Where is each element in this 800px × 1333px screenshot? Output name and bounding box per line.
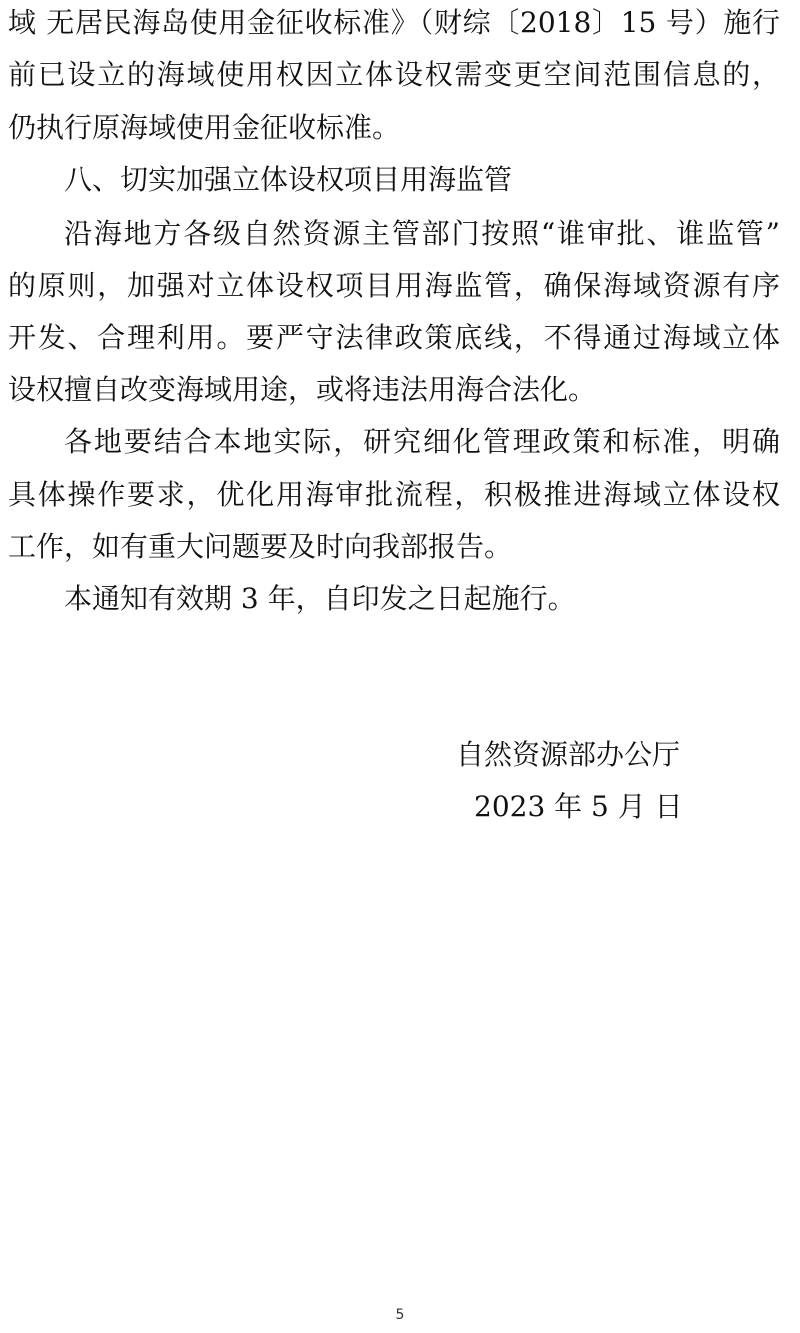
paragraph-line: 沿海地方各级自然资源主管部门按照“谁审批、谁监管”	[64, 217, 780, 250]
paragraph-line: 具体操作要求，优化用海审批流程，积极推进海域立体设权	[8, 478, 780, 511]
paragraph-line: 本通知有效期 3 年，自印发之日起施行。	[64, 582, 576, 615]
section-heading: 八、切实加强立体设权项目用海监管	[64, 163, 513, 196]
paragraph-line: 前已设立的海域使用权因立体设权需变更空间范围信息的，	[8, 58, 780, 91]
paragraph-line: 设权擅自改变海域用途，或将违法用海合法化。	[8, 373, 597, 406]
page-number: 5	[395, 1307, 405, 1323]
paragraph-line: 开发、合理利用。要严守法律政策底线，不得通过海域立体	[8, 321, 780, 354]
paragraph-line: 域 无居民海岛使用金征收标准》（财综〔2018〕15 号）施行	[8, 6, 780, 39]
issue-date: 2023 年 5 月 日	[474, 790, 683, 823]
paragraph-line: 仍执行原海域使用金征收标准。	[8, 111, 401, 144]
paragraph-line: 的原则，加强对立体设权项目用海监管，确保海域资源有序	[8, 269, 780, 302]
paragraph-line: 工作，如有重大问题要及时向我部报告。	[8, 530, 513, 563]
paragraph-line: 各地要结合本地实际，研究细化管理政策和标准，明确	[64, 425, 780, 458]
issuing-authority: 自然资源部办公厅	[456, 738, 681, 771]
